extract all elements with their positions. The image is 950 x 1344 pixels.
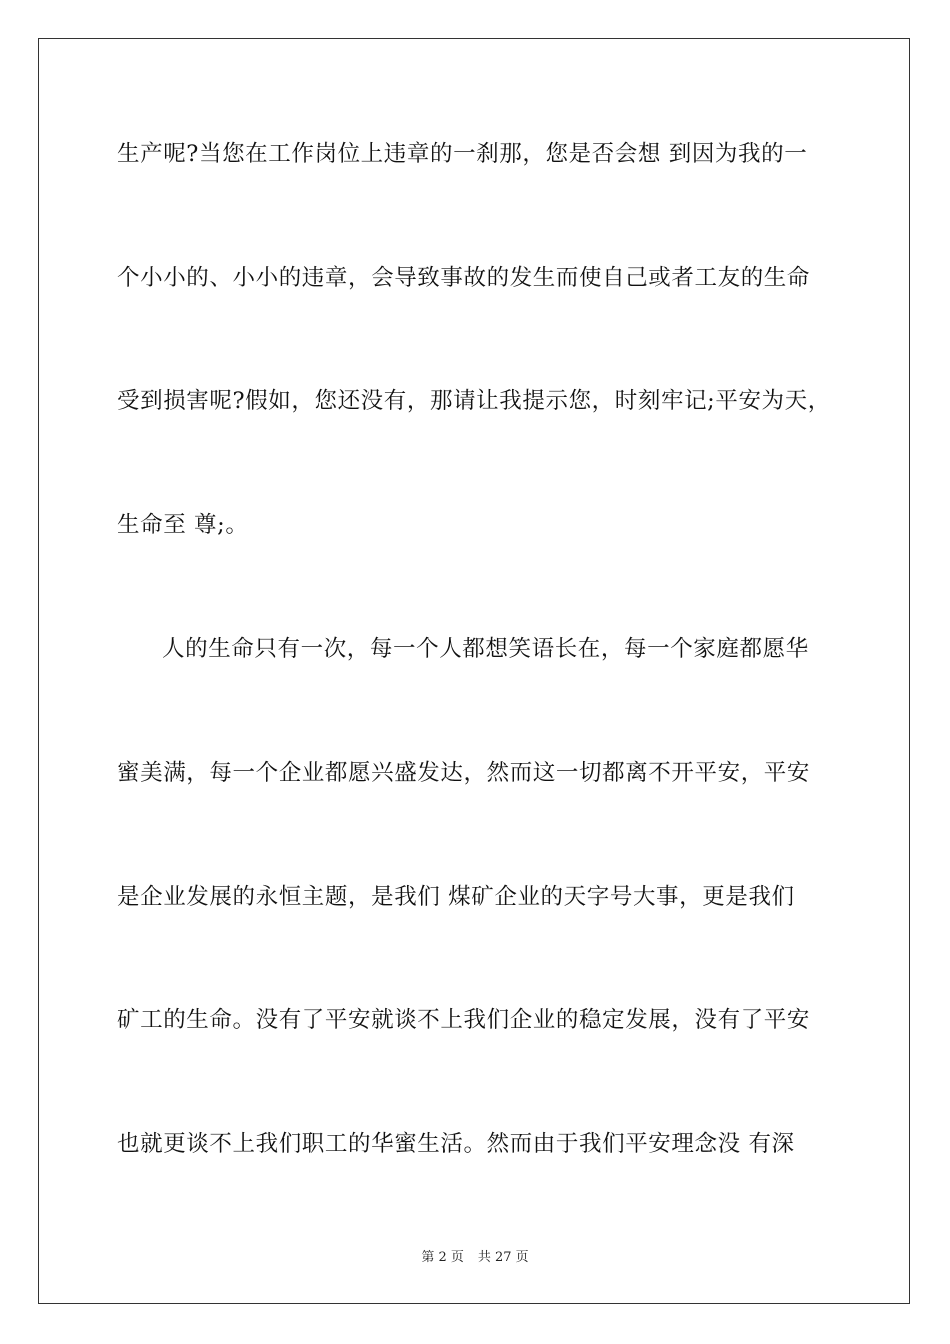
body-text-line: 生命至 尊;。: [117, 512, 249, 538]
body-text-line: 生产呢?当您在工作岗位上违章的一刹那，您是否会想 到因为我的一: [117, 141, 808, 167]
page-total: 共 27 页: [477, 1250, 529, 1265]
paragraph-first-line: 人的生命只有一次，每一个人都想笑语长在，每一个家庭都愿华: [162, 636, 809, 662]
page-footer: [0, 1250, 950, 1266]
body-text-line: 受到损害呢?假如，您还没有，那请让我提示您，时刻牢记;平安为天，: [117, 388, 831, 414]
body-text-line: 个小小的、小小的违章，会导致事故的发生而使自己或者工友的生命: [117, 265, 811, 291]
body-text-line: 矿工的生命。没有了平安就谈不上我们企业的稳定发展，没有了平安: [117, 1007, 811, 1033]
body-text-line: 也就更谈不上我们职工的华蜜生活。然而由于我们平安理念没 有深: [117, 1131, 795, 1157]
page-border: [38, 38, 910, 1304]
body-text-line: 是企业发展的永恒主题，是我们 煤矿企业的天字号大事，更是我们: [117, 884, 795, 910]
body-text-line: 蜜美满，每一个企业都愿兴盛发达，然而这一切都离不开平安，平安: [117, 760, 811, 786]
page-number: 第 2 页: [421, 1250, 464, 1265]
